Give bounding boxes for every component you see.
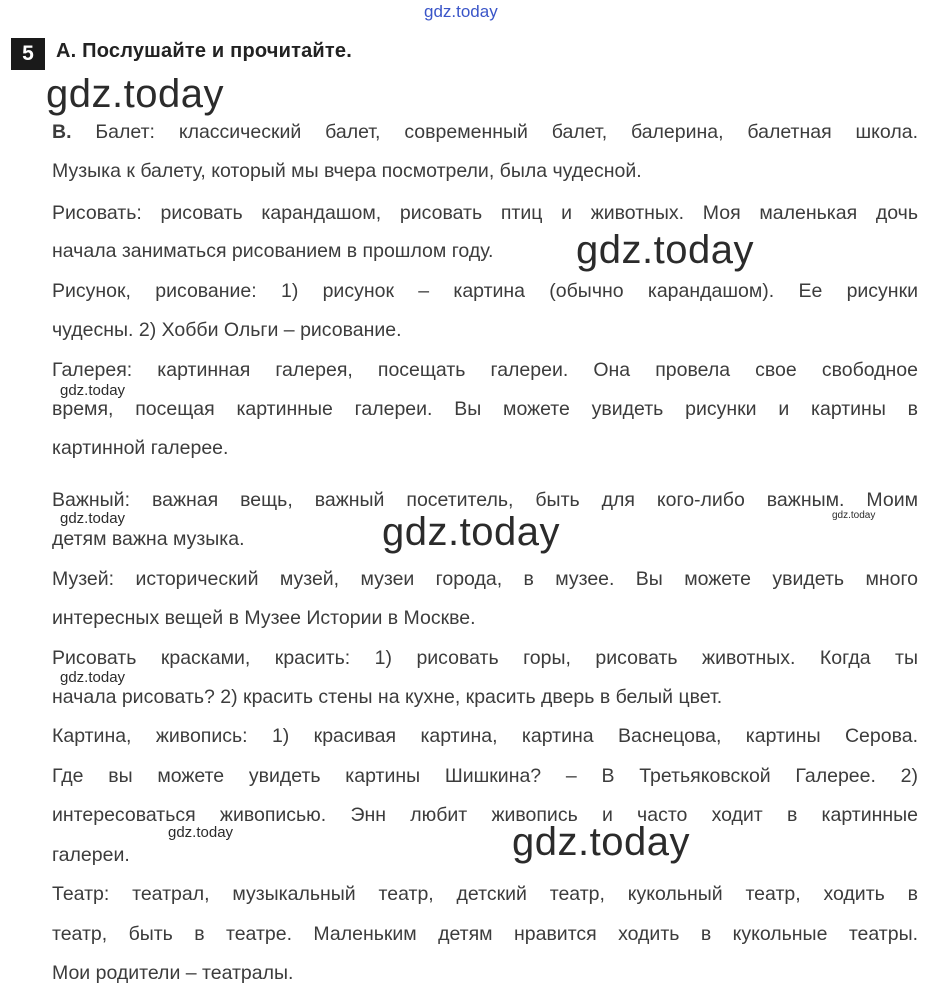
watermark-large: gdz.today (46, 72, 224, 116)
watermark-small: gdz.today (60, 382, 126, 399)
watermark-small: gdz.today (60, 669, 126, 686)
text-line: Картина, живопись: 1) красивая картина, картина Васнецова, картины Серова. (52, 725, 918, 747)
text-line: театр, быть в театре. Маленьким детям нравится ходить в кукольные театры. (52, 923, 918, 945)
text-line: интересоваться живописью. Энн любит живопись и часто ходит в картинные (52, 804, 918, 826)
text-line: Театр: театрал, музыкальный театр, детский театр, кукольный театр, ходить в (52, 883, 918, 905)
text-line: Где вы можете увидеть картины Шишкина? – В Третьяковской Галерее. 2) (52, 765, 918, 787)
text-line: Рисунок, рисование: 1) рисунок – картина (обычно карандашом). Ее рисунки (52, 280, 918, 302)
text-line: Рисовать красками, красить: 1) рисовать горы, рисовать животных. Когда ты (52, 647, 918, 669)
text-line: Музыка к балету, который мы вчера посмотрели, была чудесной. (52, 160, 642, 182)
watermark-top: gdz.today (424, 2, 498, 21)
watermark-small: gdz.today (60, 510, 126, 527)
text-line: Мои родители – театралы. (52, 962, 294, 984)
text-line: начала заниматься рисованием в прошлом году. (52, 240, 494, 262)
text-line: Важный: важная вещь, важный посетитель, быть для кого-либо важным. Моим (52, 489, 918, 511)
text-line: Галерея: картинная галерея, посещать галереи. Она провела свое свободное (52, 359, 918, 381)
text-line: галереи. (52, 844, 130, 866)
text-line: время, посещая картинные галереи. Вы можете увидеть рисунки и картины в (52, 398, 918, 420)
watermark-large: gdz.today (512, 820, 690, 864)
text-line: Музей: исторический музей, музеи города, в музее. Вы можете увидеть много (52, 568, 918, 590)
watermark-tiny: gdz.today (832, 510, 876, 521)
text-line: В. Балет: классический балет, современный балет, балерина, балетная школа. (52, 121, 918, 143)
text-line: начала рисовать? 2) красить стены на кухне, красить дверь в белый цвет. (52, 686, 723, 708)
text-line: детям важна музыка. (52, 528, 245, 550)
text-line: картинной галерее. (52, 437, 229, 459)
text-line: Рисовать: рисовать карандашом, рисовать птиц и животных. Моя маленькая дочь (52, 202, 918, 224)
exercise-number-badge: 5 (11, 38, 45, 70)
section-label-b: В. (52, 121, 72, 143)
text-line: чудесны. 2) Хобби Ольги – рисование. (52, 319, 402, 341)
text-line: интересных вещей в Музее Истории в Москве. (52, 607, 476, 629)
watermark-large: gdz.today (576, 228, 754, 272)
watermark-large: gdz.today (382, 510, 560, 554)
exercise-heading: А. Послушайте и прочитайте. (56, 40, 352, 62)
watermark-small: gdz.today (168, 824, 234, 841)
